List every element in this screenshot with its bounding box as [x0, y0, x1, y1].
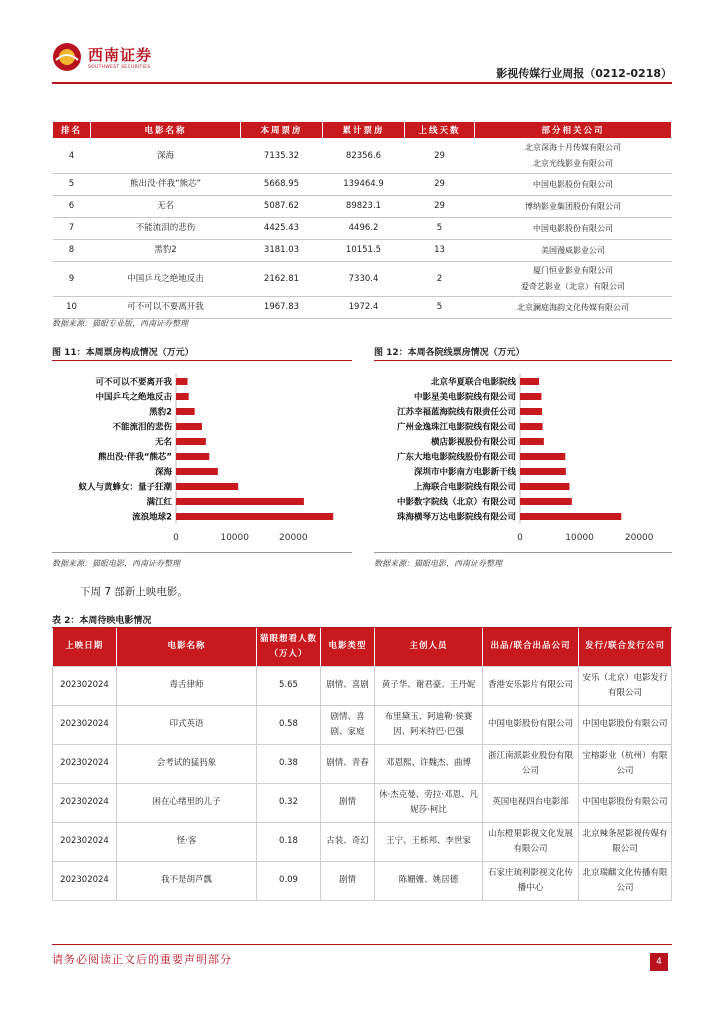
table-row — [53, 262, 672, 297]
table-row — [53, 666, 672, 705]
fig11-foot-line — [52, 552, 352, 553]
table-row — [53, 705, 672, 744]
rank-cell: 9 — [53, 262, 91, 297]
fig11-chart-svg — [52, 368, 352, 548]
producer-cell: 石家庄琉利影视文化传播中心 — [483, 861, 579, 900]
total-box-cell: 1972.4 — [323, 297, 405, 319]
film-name-cell: 不能流泪的悲伤 — [91, 218, 241, 240]
distributor-cell: 中国电影股份有限公司 — [579, 783, 672, 822]
col-producer: 出品/联合出品公司 — [483, 628, 579, 666]
release-date-cell: 202302024 — [53, 822, 117, 861]
category-label: 熊出没·伴我“熊芯” — [98, 452, 172, 463]
x-tick-label: 0 — [517, 533, 523, 543]
genre-cell: 剧情、青春 — [321, 744, 375, 783]
days-cell: 2 — [405, 262, 475, 297]
release-date-cell: 202302024 — [53, 666, 117, 705]
genre-cell: 剧情 — [321, 783, 375, 822]
rank-cell: 4 — [53, 139, 91, 174]
category-label: 中国乒乓之绝地反击 — [95, 392, 172, 403]
box-office-ranking-table — [52, 121, 672, 319]
film-name-cell: 可不可以不要离开我 — [91, 297, 241, 319]
fig12-foot-line — [374, 552, 672, 553]
bar — [520, 483, 569, 490]
col-crew: 主创人员 — [375, 628, 483, 666]
category-label: 不能流泪的悲伤 — [112, 422, 172, 433]
col-total-box: 累计票房 — [323, 122, 405, 139]
category-label: 江苏幸福蓝海院线有限责任公司 — [396, 407, 516, 418]
want-count-cell: 0.18 — [257, 822, 321, 861]
crew-cell: 陈姗姗、姚居德 — [375, 861, 483, 900]
want-count-cell: 0.09 — [257, 861, 321, 900]
col-release-date: 上映日期 — [53, 628, 117, 666]
col-days: 上线天数 — [405, 122, 475, 139]
table-header-row — [53, 628, 672, 666]
bar — [520, 438, 544, 445]
fig12-chart — [374, 368, 672, 548]
producer-cell: 香港安乐影片有限公司 — [483, 666, 579, 705]
week-box-cell: 1967.83 — [241, 297, 323, 319]
report-title: 影视传媒行业周报（0212-0218） — [496, 67, 672, 80]
category-label: 黑豹2 — [149, 407, 172, 418]
category-label: 珠海横琴万达电影院线有限公司 — [396, 512, 516, 523]
companies-cell — [475, 218, 672, 240]
page-number: 4 — [650, 953, 668, 971]
rank-cell: 5 — [53, 174, 91, 196]
want-count-cell: 0.32 — [257, 783, 321, 822]
x-tick-label: 10000 — [220, 533, 249, 543]
bar — [176, 468, 218, 475]
category-label: 蚁人与黄蜂女：量子狂潮 — [78, 482, 172, 493]
bar — [176, 483, 238, 490]
film-name-cell: 黑豹2 — [91, 240, 241, 262]
fig12-title-line — [374, 360, 672, 361]
fig11-title-line — [52, 360, 352, 361]
table-row — [53, 822, 672, 861]
bar — [176, 453, 209, 460]
rank-cell: 7 — [53, 218, 91, 240]
bar — [520, 498, 572, 505]
bar — [176, 423, 202, 430]
want-count-cell: 5.65 — [257, 666, 321, 705]
companies-cell — [475, 174, 672, 196]
rank-cell: 10 — [53, 297, 91, 319]
page-header — [52, 38, 672, 84]
crew-cell: 布里黛玉、阿迪勒·侯赛因、阿米特巴·巴强 — [375, 705, 483, 744]
crew-cell: 黄子华、谢君豪、王丹妮 — [375, 666, 483, 705]
film-name-cell: 中国乒乓之绝地反击 — [91, 262, 241, 297]
bar — [520, 513, 621, 520]
table-row — [53, 218, 672, 240]
total-box-cell: 82356.6 — [323, 139, 405, 174]
companies-cell — [475, 139, 672, 174]
fig12-source: 数据来源：猫眼电影，西南证券整理 — [374, 559, 502, 568]
col-want-count: 猫眼想看人数（万人） — [257, 628, 321, 666]
film-name-cell: 无名 — [91, 196, 241, 218]
distributor-cell: 北京瑞麒文化传播有限公司 — [579, 861, 672, 900]
film-name-cell: 深海 — [91, 139, 241, 174]
logo-text: 西南证券 — [88, 46, 153, 64]
category-label: 可不可以不要离开我 — [95, 377, 172, 388]
crew-cell: 休·杰克曼、劳拉·邓恩、凡妮莎·柯比 — [375, 783, 483, 822]
film-name-cell: 熊出没·伴我“熊芯” — [91, 174, 241, 196]
table-row — [53, 861, 672, 900]
x-tick-label: 20000 — [279, 533, 308, 543]
table1-source: 数据来源：猫眼专业版，西南证券整理 — [52, 319, 188, 328]
x-tick-label: 10000 — [565, 533, 594, 543]
genre-cell: 古装、奇幻 — [321, 822, 375, 861]
company-line: 中国电影股份有限公司 — [533, 179, 613, 189]
distributor-cell: 北京辣条屋影视传媒有限公司 — [579, 822, 672, 861]
days-cell: 29 — [405, 174, 475, 196]
col-genre: 电影类型 — [321, 628, 375, 666]
days-cell: 13 — [405, 240, 475, 262]
bar — [520, 423, 543, 430]
category-label: 中影数字院线（北京）有限公司 — [396, 497, 516, 508]
film-name-cell: 毒舌律师 — [117, 666, 257, 705]
col-film-name: 电影名称 — [91, 122, 241, 139]
bar — [176, 498, 304, 505]
footer-disclaimer: 请务必阅读正文后的重要声明部分 — [52, 953, 232, 966]
x-tick-label: 20000 — [624, 533, 654, 543]
total-box-cell: 139464.9 — [323, 174, 405, 196]
companies-cell — [475, 240, 672, 262]
film-name-cell: 会考试的猛犸象 — [117, 744, 257, 783]
bar — [520, 453, 565, 460]
company-line: 北京深海十月传媒有限公司 — [525, 143, 621, 152]
want-count-cell: 0.58 — [257, 705, 321, 744]
genre-cell: 剧情、喜剧 — [321, 666, 375, 705]
upcoming-films-table — [52, 628, 672, 901]
company-logo-icon — [52, 42, 82, 72]
bar — [520, 393, 541, 400]
company-line: 爱奇艺影业（北京）有限公司 — [521, 282, 625, 291]
bar — [176, 513, 333, 520]
companies-cell — [475, 262, 672, 297]
producer-cell: 中国电影股份有限公司 — [483, 705, 579, 744]
bar — [176, 408, 195, 415]
week-box-cell: 7135.32 — [241, 139, 323, 174]
col-distributor: 发行/联合发行公司 — [579, 628, 672, 666]
rank-cell: 8 — [53, 240, 91, 262]
table2-title: 表 2：本周待映电影情况 — [52, 616, 152, 626]
bar — [176, 438, 206, 445]
total-box-cell: 10151.5 — [323, 240, 405, 262]
category-label: 深圳市中影南方电影新干线 — [413, 467, 516, 478]
film-name-cell: 困在心绪里的儿子 — [117, 783, 257, 822]
category-label: 广东大地电影院线股份有限公司 — [396, 452, 516, 463]
film-name-cell: 我不是胡芦瓢 — [117, 861, 257, 900]
days-cell: 29 — [405, 196, 475, 218]
table-row — [53, 139, 672, 174]
week-box-cell: 5668.95 — [241, 174, 323, 196]
week-box-cell: 3181.03 — [241, 240, 323, 262]
fig11-source: 数据来源：猫眼电影，西南证券整理 — [52, 559, 180, 568]
col-companies: 部分相关公司 — [475, 122, 672, 139]
genre-cell: 剧情 — [321, 861, 375, 900]
category-label: 中影星美电影院线有限公司 — [413, 392, 516, 403]
col-rank: 排名 — [53, 122, 91, 139]
company-line: 北京光线影业有限公司 — [533, 159, 613, 168]
crew-cell: 王宁、王栎邦、李世家 — [375, 822, 483, 861]
distributor-cell: 中国电影股份有限公司 — [579, 705, 672, 744]
week-box-cell: 4425.43 — [241, 218, 323, 240]
days-cell: 29 — [405, 139, 475, 174]
table-row — [53, 744, 672, 783]
col-week-box: 本周票房 — [241, 122, 323, 139]
x-tick-label: 0 — [173, 533, 179, 543]
table-row — [53, 174, 672, 196]
body-paragraph: 下周 7 部新上映电影。 — [80, 586, 188, 598]
producer-cell: 浙江南派影业股份有限公司 — [483, 744, 579, 783]
logo-subtitle: SOUTHWEST SECURITIES — [88, 65, 151, 70]
release-date-cell: 202302024 — [53, 783, 117, 822]
producer-cell: 英国电视四台电影部 — [483, 783, 579, 822]
col-film-name: 电影名称 — [117, 628, 257, 666]
total-box-cell: 7330.4 — [323, 262, 405, 297]
category-label: 横店影视股份有限公司 — [430, 437, 516, 448]
days-cell: 5 — [405, 297, 475, 319]
crew-cell: 邓恩熙、许魏杰、曲博 — [375, 744, 483, 783]
fig12-title: 图 12：本周各院线票房情况（万元） — [374, 348, 525, 358]
total-box-cell: 4496.2 — [323, 218, 405, 240]
genre-cell: 剧情、喜剧、家庭 — [321, 705, 375, 744]
table-row — [53, 240, 672, 262]
company-line: 中国电影股份有限公司 — [533, 223, 613, 233]
want-count-cell: 0.38 — [257, 744, 321, 783]
bar — [520, 378, 539, 385]
bar — [176, 378, 188, 385]
category-label: 北京华夏联合电影院线 — [430, 377, 516, 388]
bar — [520, 468, 566, 475]
category-label: 无名 — [154, 437, 172, 448]
companies-cell — [475, 297, 672, 319]
company-line: 厦门恒业影业有限公司 — [533, 266, 613, 275]
release-date-cell: 202302024 — [53, 744, 117, 783]
fig11-chart — [52, 368, 352, 548]
week-box-cell: 2162.81 — [241, 262, 323, 297]
week-box-cell: 5087.62 — [241, 196, 323, 218]
fig12-chart-svg — [374, 368, 672, 548]
companies-cell — [475, 196, 672, 218]
category-label: 上海联合电影院线有限公司 — [413, 482, 516, 493]
total-box-cell: 89823.1 — [323, 196, 405, 218]
table-row — [53, 196, 672, 218]
film-name-cell: 印式英语 — [117, 705, 257, 744]
rank-cell: 6 — [53, 196, 91, 218]
footer-divider — [52, 944, 672, 945]
release-date-cell: 202302024 — [53, 705, 117, 744]
company-line: 美国漫威影业公司 — [541, 245, 605, 255]
bar — [176, 393, 189, 400]
distributor-cell: 安乐（北京）电影发行有限公司 — [579, 666, 672, 705]
table-header-row — [53, 122, 672, 139]
category-label: 流浪地球2 — [132, 512, 172, 523]
distributor-cell: 宝榕影业（杭州）有限公司 — [579, 744, 672, 783]
film-name-cell: 怪·客 — [117, 822, 257, 861]
days-cell: 5 — [405, 218, 475, 240]
bar — [520, 408, 542, 415]
company-line: 北京澜庭海韵文化传媒有限公司 — [517, 302, 629, 312]
category-label: 广州金逸珠江电影院线有限公司 — [396, 422, 516, 433]
header-divider — [52, 82, 672, 84]
producer-cell: 山东橙果影视文化发展有限公司 — [483, 822, 579, 861]
company-line: 博纳影业集团股份有限公司 — [525, 201, 621, 211]
category-label: 深海 — [154, 467, 172, 478]
table-row — [53, 783, 672, 822]
category-label: 满江红 — [146, 497, 172, 508]
release-date-cell: 202302024 — [53, 861, 117, 900]
fig11-title: 图 11：本周票房构成情况（万元） — [52, 348, 194, 358]
table-row — [53, 297, 672, 319]
